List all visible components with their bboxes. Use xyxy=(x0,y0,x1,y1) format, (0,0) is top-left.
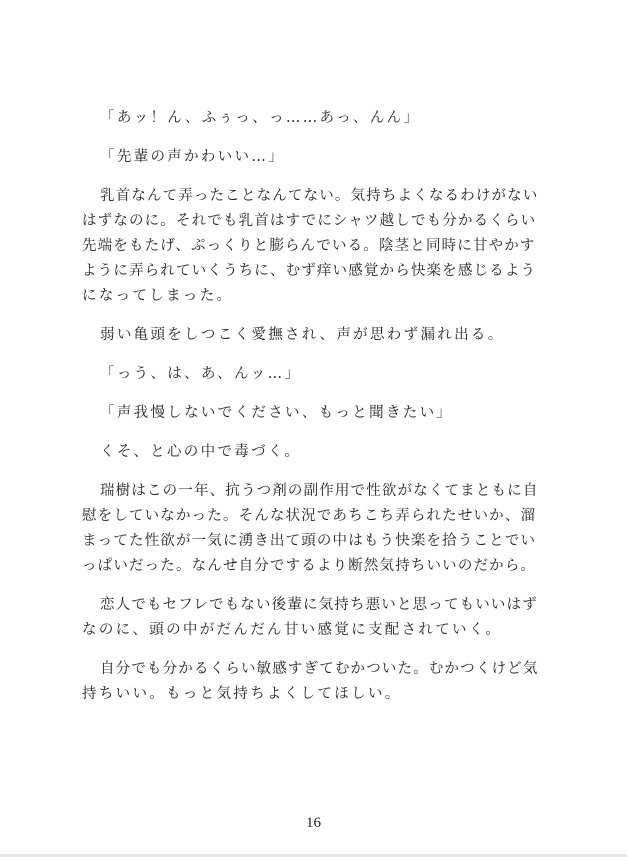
text-line: 先端をもたげ、ぷっくりと膨らんでいる。陰茎と同時に甘やかす xyxy=(82,238,536,254)
text-line: 「っう、は、あ、んッ…」 xyxy=(100,366,302,382)
text-line: っぱいだった。なんせ自分でするより断然気持ちいいのだから。 xyxy=(82,558,537,574)
body-text xyxy=(82,106,542,707)
text-line: 瑞樹はこの一年、抗うつ剤の副作用で性欲がなくてまともに自 xyxy=(100,483,539,499)
text-line: 持ちいい。もっと気持ちよくしてほしい。 xyxy=(82,686,402,702)
paragraph xyxy=(82,184,542,309)
paragraph xyxy=(82,323,542,348)
paragraph xyxy=(82,145,542,170)
paragraph xyxy=(82,657,542,707)
paragraph xyxy=(82,401,542,426)
text-line: なのに、頭の中がだんだん甘い感覚に支配されていく。 xyxy=(82,622,503,638)
page-number: 16 xyxy=(306,815,321,831)
text-line: 「あッ！ん、ふぅっ、っ……あっ、んん」 xyxy=(100,110,421,126)
text-line: 慰をしていなかった。そんな状況であちこち弄られたせいか、溜 xyxy=(82,508,537,524)
text-line: 「声我慢しないでください、もっと聞きたい」 xyxy=(100,405,454,421)
text-line: ように弄られていくうちに、むず痒い感覚から快楽を感じるよう xyxy=(82,263,537,279)
paragraph xyxy=(82,479,542,579)
text-line: 弱い亀頭をしつこく愛撫され、声が思わず漏れ出る。 xyxy=(100,327,505,343)
text-line: 乳首なんて弄ったことなんてない。気持ちよくなるわけがない xyxy=(100,188,539,204)
paragraph xyxy=(82,440,542,465)
text-line: 自分でも分かるくらい敏感すぎてむかついた。むかつくけど気 xyxy=(100,661,539,677)
text-line: 恋人でもセフレでもない後輩に気持ち悪いと思ってもいいはず xyxy=(100,597,538,613)
paragraph xyxy=(82,593,542,643)
text-line: くそ、と心の中で毒づく。 xyxy=(100,444,302,460)
text-line: はずなのに。それでも乳首はすでにシャツ越しでも分かるくらい xyxy=(82,213,537,229)
text-line: 「先輩の声かわいい…」 xyxy=(100,149,286,165)
text-line: になってしまった。 xyxy=(82,288,234,304)
paragraph xyxy=(82,106,542,131)
paragraph xyxy=(82,362,542,387)
text-line: まってた性欲が一気に湧き出て頭の中はもう快楽を拾うことでい xyxy=(82,533,537,549)
